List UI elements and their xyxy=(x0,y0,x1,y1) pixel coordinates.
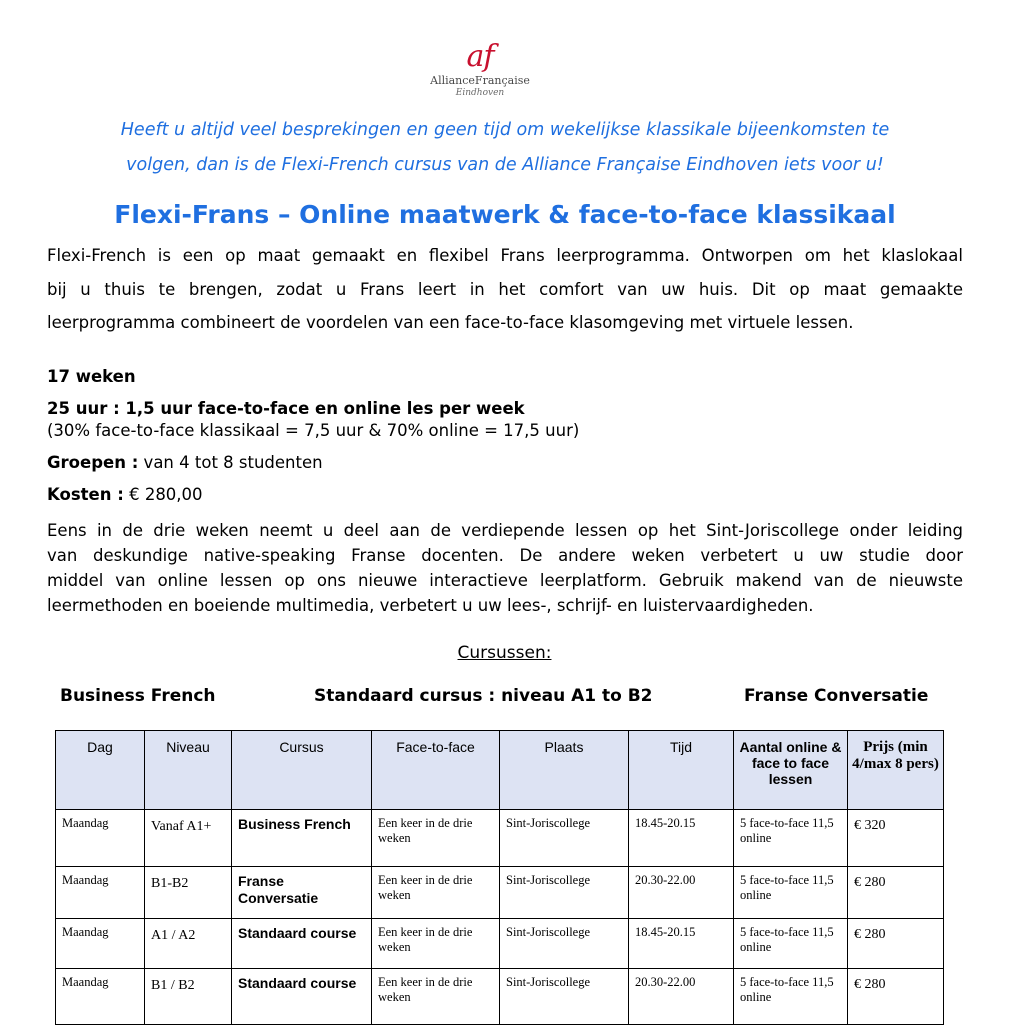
column-header-face-to-face: Face-to-face xyxy=(372,731,500,810)
courses-table xyxy=(55,730,944,1025)
cell-aantal-lessen: 5 face-to-face 11,5 online xyxy=(734,810,848,867)
cell-plaats: Sint-Joriscollege xyxy=(500,810,629,867)
cell-tijd: 20.30-22.00 xyxy=(629,969,734,1025)
column-header-prijs: Prijs (min 4/max 8 pers) xyxy=(848,731,944,810)
hours-note: (30% face-to-face klassikaal = 7,5 uur & 70% online = 17,5 uur) xyxy=(47,421,580,440)
alliance-francaise-logo xyxy=(420,40,540,112)
column-header-tijd: Tijd xyxy=(629,731,734,810)
cell-face-to-face: Een keer in de drie weken xyxy=(372,919,500,969)
cell-cursus: Business French xyxy=(232,810,372,867)
table-row xyxy=(56,969,944,1025)
cell-prijs: € 280 xyxy=(848,969,944,1025)
cell-face-to-face: Een keer in de drie weken xyxy=(372,969,500,1025)
table-row xyxy=(56,810,944,867)
cell-prijs: € 280 xyxy=(848,919,944,969)
course-header-standard: Standaard cursus : niveau A1 to B2 xyxy=(314,686,653,706)
body-line-1: Eens in de drie weken neemt u deel aan de verdiepende lessen op het Sint-Joriscollege onder leiding xyxy=(47,521,963,540)
logo-name: AllianceFrançaise xyxy=(430,74,530,87)
courses-title: Cursussen: xyxy=(457,643,552,663)
cell-aantal-lessen: 5 face-to-face 11,5 online xyxy=(734,867,848,919)
cost-value: € 280,00 xyxy=(123,485,203,504)
logo-city: Eindhoven xyxy=(455,88,505,98)
groups-line xyxy=(47,453,323,472)
cell-niveau: A1 / A2 xyxy=(145,919,232,969)
groups-label: Groepen : xyxy=(47,453,139,472)
logo-mark: af xyxy=(466,39,494,74)
cell-niveau: B1-B2 xyxy=(145,867,232,919)
table-header-row xyxy=(56,731,944,810)
cell-prijs: € 320 xyxy=(848,810,944,867)
groups-value: van 4 tot 8 studenten xyxy=(138,453,323,472)
cell-dag: Maandag xyxy=(56,810,145,867)
body-line-3: middel van online lessen op ons nieuwe interactieve leerplatform. Gebruik makend van de nieuwste xyxy=(47,571,963,590)
cell-face-to-face: Een keer in de drie weken xyxy=(372,810,500,867)
page-title: Flexi-Frans – Online maatwerk & face-to-face klassikaal xyxy=(114,200,896,229)
column-header-dag: Dag xyxy=(56,731,145,810)
column-header-niveau: Niveau xyxy=(145,731,232,810)
course-header-business: Business French xyxy=(60,686,216,706)
course-header-conversation: Franse Conversatie xyxy=(744,686,929,706)
cell-tijd: 18.45-20.15 xyxy=(629,919,734,969)
cell-aantal-lessen: 5 face-to-face 11,5 online xyxy=(734,919,848,969)
hours-text: 25 uur : 1,5 uur face-to-face en online les per week xyxy=(47,399,525,418)
column-header-plaats: Plaats xyxy=(500,731,629,810)
cell-aantal-lessen: 5 face-to-face 11,5 online xyxy=(734,969,848,1025)
cell-niveau: Vanaf A1+ xyxy=(145,810,232,867)
body-line-2: van deskundige native-speaking Franse docenten. De andere weken verbetert u uw studie door xyxy=(47,546,963,565)
cell-cursus: Standaard course xyxy=(232,969,372,1025)
body-line-4: leermethoden en boeiende multimedia, verbetert u uw lees-, schrijf- en luistervaardigheden. xyxy=(47,596,814,615)
cell-plaats: Sint-Joriscollege xyxy=(500,919,629,969)
cell-niveau: B1 / B2 xyxy=(145,969,232,1025)
intro-line-2: volgen, dan is de Flexi-French cursus van de Alliance Française Eindhoven iets voor u! xyxy=(126,155,884,175)
description-line-2: bij u thuis te brengen, zodat u Frans leert in het comfort van uw huis. Dit op maat gemaakte xyxy=(47,280,963,299)
cell-dag: Maandag xyxy=(56,969,145,1025)
cost-label: Kosten : xyxy=(47,485,124,504)
column-header-aantal-lessen: Aantal online & face to face lessen xyxy=(734,731,848,810)
cell-plaats: Sint-Joriscollege xyxy=(500,969,629,1025)
column-header-cursus: Cursus xyxy=(232,731,372,810)
description-line-1: Flexi-French is een op maat gemaakt en flexibel Frans leerprogramma. Ontworpen om het klaslokaal xyxy=(47,246,963,265)
cell-cursus: Standaard course xyxy=(232,919,372,969)
weeks-text: 17 weken xyxy=(47,367,136,386)
cell-cursus: Franse Conversatie xyxy=(232,867,372,919)
cell-face-to-face: Een keer in de drie weken xyxy=(372,867,500,919)
cell-plaats: Sint-Joriscollege xyxy=(500,867,629,919)
cell-dag: Maandag xyxy=(56,867,145,919)
cell-dag: Maandag xyxy=(56,919,145,969)
intro-line-1: Heeft u altijd veel besprekingen en geen tijd om wekelijkse klassikale bijeenkomsten te xyxy=(120,120,890,140)
description-line-3: leerprogramma combineert de voordelen van een face-to-face klasomgeving met virtuele lessen. xyxy=(47,313,854,332)
table-row xyxy=(56,867,944,919)
cell-tijd: 18.45-20.15 xyxy=(629,810,734,867)
cost-line xyxy=(47,485,203,504)
cell-prijs: € 280 xyxy=(848,867,944,919)
cell-tijd: 20.30-22.00 xyxy=(629,867,734,919)
table-row xyxy=(56,919,944,969)
